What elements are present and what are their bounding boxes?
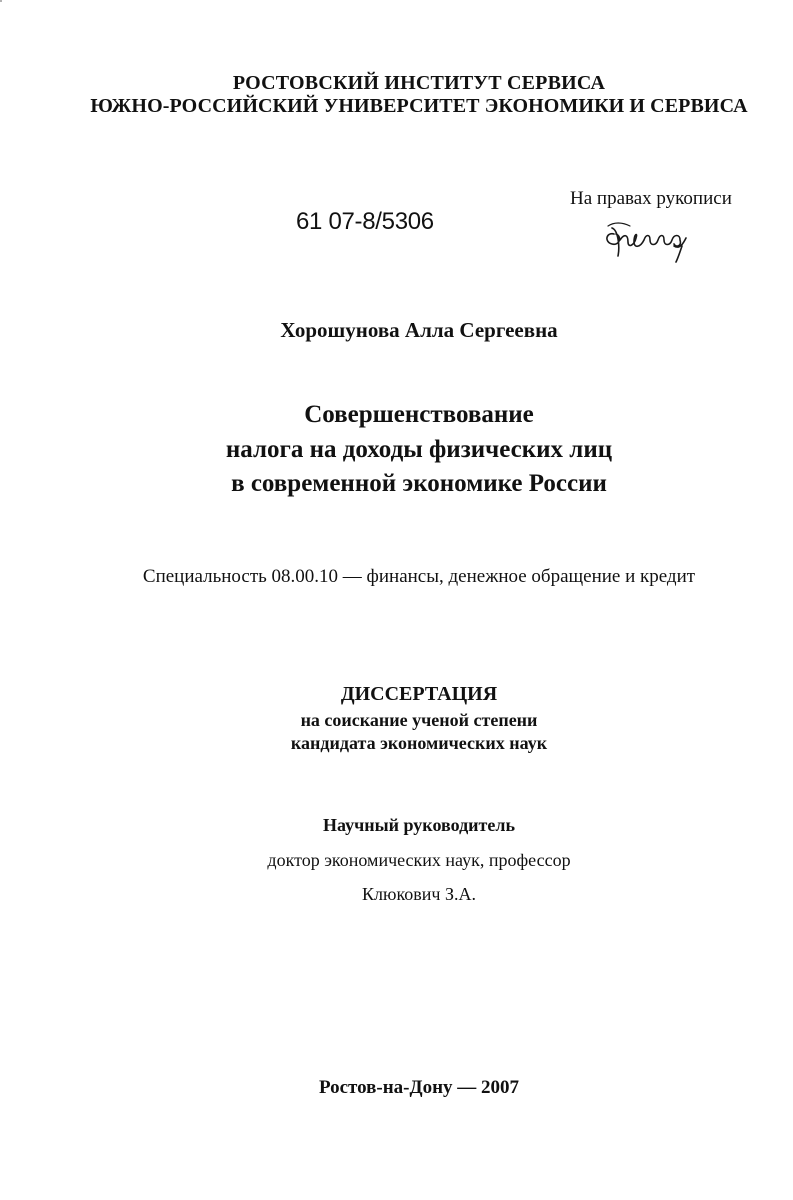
manuscript-rights: На правах рукописи: [570, 188, 732, 209]
dissertation-label: ДИССЕРТАЦИЯ: [340, 683, 498, 705]
degree-line-2: кандидата экономических наук: [290, 733, 548, 753]
specialty: Специальность 08.00.10 — финансы, денежное обращение и кредит: [142, 566, 696, 587]
institute-line-1: РОСТОВСКИЙ ИНСТИТУТ СЕРВИСА: [232, 72, 606, 94]
supervisor-label: Научный руководитель: [323, 815, 515, 835]
institute-line-2: ЮЖНО-РОССИЙСКИЙ УНИВЕРСИТЕТ ЭКОНОМИКИ И СЕРВИСА: [90, 95, 748, 117]
title-line-2: налога на доходы физических лиц: [225, 435, 613, 463]
registry-code: 61 07-8/5306: [296, 208, 434, 235]
degree-block: [0, 709, 793, 755]
title-line-1: Совершенствование: [304, 401, 534, 428]
dissertation-title: [0, 398, 793, 502]
author-name: Хорошунова Алла Сергеевна: [280, 318, 558, 342]
supervisor-name: Клюкович З.А.: [362, 884, 476, 904]
supervisor-rank: доктор экономических наук, профессор: [267, 850, 571, 870]
place-year: Ростов-на-Дону — 2007: [318, 1077, 520, 1098]
handwritten-signature-icon: [600, 212, 692, 264]
scan-speck: [0, 0, 2, 2]
degree-line-1: на соискание ученой степени: [300, 710, 538, 730]
title-line-3: в современной экономике России: [231, 470, 607, 497]
